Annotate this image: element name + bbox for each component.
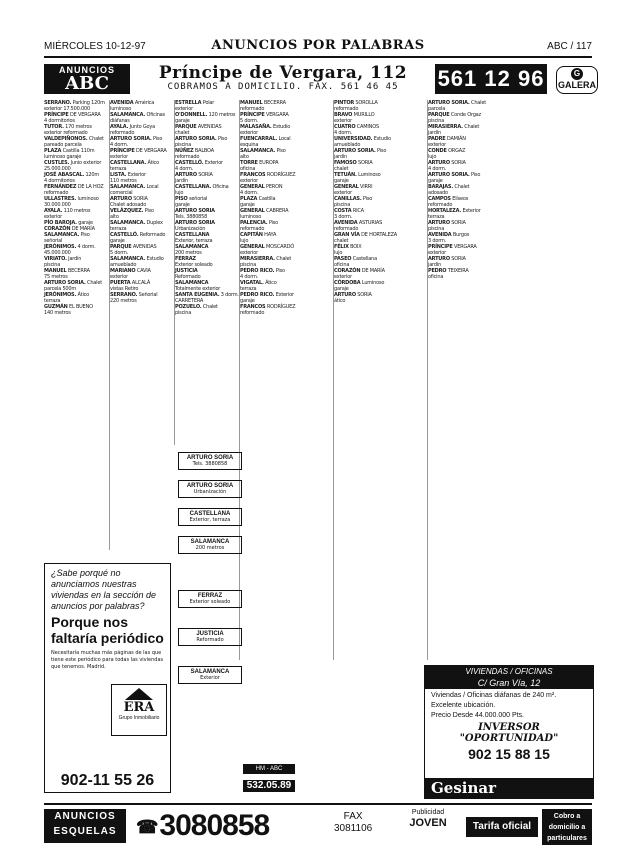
side-ad: ARTURO SORIA Tels. 3880858 [178, 452, 242, 470]
classified-line: piscina [240, 262, 257, 268]
classified-line: VIRIATO. Jardín [44, 256, 82, 262]
classified-line: AVENIDA América [110, 100, 155, 106]
classified-line: UNIVERSIDAD. Estudio [334, 136, 391, 142]
side-ad: ARTURO SORIA Urbanización [178, 480, 242, 498]
classified-line: MANUEL BECERRA [240, 100, 286, 106]
era-phone: 902-11 55 26 [60, 772, 155, 789]
banner-ad-name: Príncipe de Vergara, 112 [158, 63, 408, 83]
classified-line: VELÁZQUEZ. Piso [110, 208, 154, 214]
classified-line: exterior [240, 130, 258, 136]
classified-line: PARQUE Conde Orgaz [428, 112, 481, 118]
page-footer [44, 803, 592, 845]
classified-line: JOSÉ ABASCAL. 120m [44, 172, 100, 178]
classified-line: PLAZA Castilla [240, 196, 276, 202]
classified-line: VALDEPIÑONOS. Chalet [44, 136, 104, 142]
classified-line: Tels. 3880858 [175, 214, 208, 220]
classified-line: BRAVO MURILLO [334, 112, 375, 118]
side-ad: CASTELLANA Exterior, terraza [178, 508, 242, 526]
page-date: MIÉRCOLES 10-12-97 [44, 41, 146, 52]
classified-line: garaje [175, 202, 190, 208]
top-banner [44, 63, 596, 94]
classified-line: JERÓNIMOS. Ático [44, 292, 90, 298]
classified-line: exterior 17.500.000 [44, 106, 90, 112]
classified-line: PRÍNCIPE VERGARA [428, 244, 477, 250]
classified-line: 3 dorm. [334, 214, 353, 220]
classified-line: FRANCOS RODRÍGUEZ [240, 172, 296, 178]
classified-line: FAMOSO SORIA [334, 160, 373, 166]
classified-line: alto [240, 154, 249, 160]
classified-line: exterior [110, 154, 128, 160]
classified-line: 5 dorm. [110, 250, 129, 256]
classified-line: luminoso garaje [44, 154, 82, 160]
classified-line: SALAMANCA [175, 244, 209, 250]
classified-line: 4 dorm. [428, 166, 447, 172]
classified-line: GENERAL VIRRI [334, 184, 373, 190]
classified-line: GRAN VÍA DE HORTALEZA [334, 232, 398, 238]
classified-line: jardín [428, 262, 441, 268]
classified-line: CASTELLÓ. Exterior [175, 160, 223, 166]
classified-line: 4 dormitorios [44, 178, 75, 184]
classified-line: garaje [334, 178, 349, 184]
classified-line: COSTA RICA [334, 208, 364, 214]
classified-line: AYALA. Junto Goya [110, 124, 156, 130]
classified-line: ARTURO SORIA [428, 220, 466, 226]
classified-line: PARQUE AVENIDAS [175, 124, 222, 130]
classified-line: 4 dorm. [240, 190, 259, 196]
classified-line: CAPITÁN HAYA [240, 232, 277, 238]
classified-line: CORAZÓN DE MARÍA [44, 226, 95, 232]
classified-line: chalet [334, 166, 349, 172]
classified-column [109, 100, 172, 550]
classified-line: reformado [428, 202, 453, 208]
classified-line: chalet [175, 130, 190, 136]
classified-line: VIGATAL. Ático [240, 280, 277, 286]
classified-line: PINTOR SOROLLA [334, 100, 378, 106]
classified-line: parcela 500m [44, 286, 77, 292]
classified-line: piscina [175, 142, 192, 148]
classified-line: CASTELLANA. Ático [110, 160, 159, 166]
classified-line: exterior reformado [44, 130, 88, 136]
classified-line: esquina [240, 142, 259, 148]
gesinar-header: VIVIENDAS / OFICINAS [425, 666, 593, 677]
classified-line: garaje [334, 286, 349, 292]
classified-line: reformado [240, 310, 265, 316]
classified-line: O'DONNELL. 120 metros [175, 112, 236, 118]
classified-line: reformado [240, 106, 265, 112]
classified-line: SALAMANCA. Local [110, 184, 159, 190]
classified-line: JUSTICIA [175, 268, 198, 274]
gesinar-ad [424, 665, 594, 799]
classified-line: luminoso [240, 214, 262, 220]
gesinar-item: Viviendas / Oficinas diáfanas de 240 m². [431, 692, 557, 699]
galera-logo: G GALERA [556, 66, 598, 94]
classified-line: SERRANO. Parking 120m [44, 100, 105, 106]
classified-line: exterior [240, 178, 258, 184]
classified-line: PEDRO RICO. Exterior [240, 292, 294, 298]
classified-line: PISO señorial [175, 196, 208, 202]
hm-label: HM - ABC [243, 764, 295, 774]
classified-line: reformado [334, 226, 359, 232]
classified-line: ARTURO SORIA. Piso [110, 136, 163, 142]
classified-line: terraza [428, 214, 445, 220]
classified-line: lujo [175, 190, 184, 196]
classified-line: CASTELLÓ. Reformado [110, 232, 166, 238]
classified-line: GUZMÁN EL BUENO [44, 304, 93, 310]
classified-line: ARTURO SORIA. Chalet [428, 100, 486, 106]
classified-line: exterior [110, 274, 128, 280]
classified-line: CARRETERA [175, 298, 204, 304]
classified-line: AVENIDA ASTURIAS [334, 220, 383, 226]
classified-line: jardín [175, 178, 188, 184]
price-tag: 532.05.89 [243, 780, 295, 792]
classified-line: MIRASIERRA. Chalet [428, 124, 480, 130]
gesinar-item: Precio Desde 44.000.000 Pts. [431, 712, 525, 719]
gesinar-brand: Gesinar [425, 778, 593, 798]
classified-line: FERRAZ [175, 256, 196, 262]
classified-line: ARTURO SORIA [428, 256, 466, 262]
classified-line: reformado [175, 154, 200, 160]
classified-column [427, 100, 516, 660]
classified-line: lujo [334, 250, 343, 256]
classified-line: ARTURO SORIA [175, 172, 213, 178]
classified-line: reformado [110, 130, 135, 136]
classified-line: 4 dorm. [334, 130, 353, 136]
classified-line: exterior [240, 250, 258, 256]
classified-line: piscina [334, 202, 351, 208]
classified-line: exterior [44, 214, 62, 220]
classified-line: terraza [240, 286, 257, 292]
classified-line: SALAMANCA. Piso [240, 148, 286, 154]
cobro-domicilio: Cobro a domicilio a particulares [542, 809, 592, 845]
classified-column [333, 100, 422, 660]
classified-line: exterior [334, 274, 352, 280]
classified-line: CASTELLANA. Oficina [175, 184, 229, 190]
classified-line: Reformado [175, 274, 201, 280]
classified-line: PASEO Castellana [334, 256, 378, 262]
classified-line: CAMPOS Elíseos [428, 196, 469, 202]
era-logo: ERA Grupo Inmobiliario [111, 684, 167, 736]
classified-line: FÉLIX BOIX [334, 244, 362, 250]
classified-line: piscina [175, 310, 192, 316]
classified-line: reformado [334, 106, 359, 112]
classified-line: ARTURO SORIA. Piso [175, 136, 228, 142]
classified-line: garaje [110, 238, 125, 244]
classified-line: CASTELLANA [175, 232, 210, 238]
classified-line: BARAJAS. Chalet [428, 184, 470, 190]
section-title: ANUNCIOS POR PALABRAS [211, 38, 425, 53]
classified-line: SALAMANCA. Oficinas [110, 112, 165, 118]
era-question: ¿Sabe porqué no anunciamos nuestras viviendas en la sección de anuncios por palabras? [51, 568, 157, 611]
classified-line: 75 metros [44, 274, 68, 280]
classified-line: jardín [334, 154, 347, 160]
classified-line: 25.000.000 [44, 166, 71, 172]
banner-ad [136, 64, 430, 92]
classified-line: PEDRO TEIXEIRA [428, 268, 469, 274]
side-ad: SALAMANCA Exterior [178, 666, 242, 684]
classified-line: vistas Retiro [110, 286, 139, 292]
publicidad-joven: Publicidad JOVEN [409, 809, 447, 829]
classified-line: PÍO BAROJA. garaje [44, 220, 93, 226]
classified-line: SALAMANCA [175, 280, 209, 286]
classified-line: LISTA. Exterior [110, 172, 146, 178]
classified-line: JERÓNIMOS. 4 dorm. [44, 244, 96, 250]
era-ad [44, 563, 171, 793]
page-header [44, 38, 592, 58]
side-ad: JUSTICIA Reformado [178, 628, 242, 646]
classified-line: lujo [428, 154, 437, 160]
classified-line: TUTOR. 170 metros [44, 124, 92, 130]
classified-line: 4 dorm. [240, 274, 259, 280]
classified-line: ESTRELLA Polar [175, 100, 215, 106]
gesinar-oportunidad: "OPORTUNIDAD" [459, 733, 559, 744]
classified-column [239, 100, 302, 660]
classified-line: MIRASIERRA. Chalet [240, 256, 292, 262]
classified-line: CUATRO CAMINOS [334, 124, 379, 130]
classified-line: exterior [334, 190, 352, 196]
classified-line: 30.000.000 [44, 202, 71, 208]
classified-line: PEDRO RICO. Piso [240, 268, 285, 274]
tarifa-oficial: Tarifa oficial [466, 817, 538, 837]
classified-line: CONDE ORGAZ [428, 148, 466, 154]
side-ad: SALAMANCA 200 metros [178, 536, 242, 554]
classified-line: exterior [175, 106, 193, 112]
classified-line: lujo [240, 238, 249, 244]
classified-line: PALENCIA. Piso [240, 220, 279, 226]
gesinar-phone: 902 15 88 15 [468, 746, 550, 762]
classified-line: reformado [44, 190, 69, 196]
classified-line: parcela [428, 106, 446, 112]
gesinar-item: Excelente ubicación. [431, 702, 496, 709]
classified-line: CUSTLES. Junio exterior [44, 160, 102, 166]
classified-line: MALASAÑA. Estudio [240, 124, 291, 130]
classified-line: alto [110, 214, 119, 220]
classified-line: amueblado [110, 262, 137, 268]
classified-line: PRÍNCIPE VERGARA [240, 112, 289, 118]
abc-logo: ANUNCIOS ABC [44, 64, 130, 94]
classified-line: 4 dormitorios [44, 118, 75, 124]
classified-line: FUENCARRAL. Local [240, 136, 291, 142]
footer-fax: FAX 3081106 [334, 811, 373, 834]
banner-phone: 561 12 96 [435, 64, 547, 94]
classified-line: SALAMANCA. Piso [44, 232, 90, 238]
classified-line: HORTALEZA. Exterior [428, 208, 481, 214]
classified-line: CANILLAS. Piso [334, 196, 373, 202]
classified-line: exterior [428, 250, 446, 256]
anuncios-esquelas: ANUNCIOS ESQUELAS [44, 809, 126, 843]
classified-line: Exterior soleado [175, 262, 213, 268]
classified-line: amueblado [334, 142, 361, 148]
classified-line: Chalet adosado [110, 202, 147, 208]
classified-line: 140 metros [44, 310, 71, 316]
classified-line: GENERAL MOSCARDÓ [240, 244, 295, 250]
classified-line: terraza [110, 226, 127, 232]
classified-line: NÚÑEZ BALBOA [175, 148, 214, 154]
classified-line: oficina [428, 274, 444, 280]
classified-line: MANUEL BECERRA [44, 268, 90, 274]
footer-phone: ☎3080858 [136, 809, 270, 842]
phone-icon: ☎ [136, 816, 158, 837]
gesinar-inversor: INVERSOR [478, 722, 540, 733]
classified-line: 110 metros [110, 178, 137, 184]
classified-line: PRÍNCIPE DE VERGARA [44, 112, 101, 118]
banner-ad-sub: COBRAMOS A DOMICILIO. FAX. 561 46 45 [167, 82, 399, 92]
classified-line: ático [334, 298, 346, 304]
era-text: Necesitaría muchas más páginas de las que tiene este periódico para todas las viviendas que tenemos. Madrid. [51, 650, 164, 670]
classified-line: ARTURO SORIA. Piso [334, 148, 387, 154]
classified-column [174, 100, 237, 445]
classified-line: exterior [334, 118, 352, 124]
classified-line: pareado parcela [44, 142, 82, 148]
classified-line: PUERTA ALCALÁ [110, 280, 151, 286]
classified-line: SALAMANCA. Duplex [110, 220, 163, 226]
classified-line: luminoso [110, 106, 132, 112]
page-number: ABC / 117 [547, 41, 592, 52]
classified-line: ARTURO SORIA [110, 196, 148, 202]
classified-line: ARTURO SORIA [334, 292, 372, 298]
classified-line: señorial [44, 238, 63, 244]
classified-line: reformado [240, 226, 265, 232]
classified-line: GENERAL PERON [240, 184, 283, 190]
side-ad: FERRAZ Exterior soleado [178, 590, 242, 608]
classified-line: comercial [110, 190, 133, 196]
classified-line: 3 dorm. [428, 238, 447, 244]
classified-line: terraza [44, 298, 61, 304]
classified-line: 5 dorm. [240, 118, 259, 124]
classified-line: ARTURO SORIA [175, 208, 215, 214]
galera-icon: G [571, 68, 583, 80]
classified-line: PLAZA Castilla 110m [44, 148, 95, 154]
classified-line: ARTURO SORIA [428, 160, 466, 166]
classified-line: PRÍNCIPE DE VERGARA [110, 148, 167, 154]
gesinar-address: C/ Gran Vía, 12 [425, 677, 593, 689]
classified-line: 4 dorm. [175, 166, 194, 172]
classified-line: CORAZÓN DE MARÍA [334, 268, 385, 274]
classified-line: exterior [428, 142, 446, 148]
classified-line: garaje [240, 298, 255, 304]
classified-line: FERNÁNDEZ DE LA HOZ [44, 184, 104, 190]
era-headline: Porque nos faltaría periódico [51, 614, 164, 646]
classified-line: TETUÁN. Luminoso [334, 172, 381, 178]
classified-column [44, 100, 106, 550]
classified-line: ARTURO SORIA [175, 220, 215, 226]
classified-line: garaje [240, 202, 255, 208]
classified-line: terraza [110, 166, 127, 172]
classified-line: AYALA. 110 metros [44, 208, 91, 214]
classified-line: ULLASTRES. luminoso [44, 196, 99, 202]
house-icon [125, 688, 153, 700]
classified-line: garaje [428, 178, 443, 184]
classified-line: Totalmente exterior [175, 286, 221, 292]
classified-line: MARIANO CAVIA [110, 268, 151, 274]
classified-line: piscina [44, 262, 61, 268]
classified-line: PARQUE AVENIDAS [110, 244, 157, 250]
classified-line: Urbanización [175, 226, 206, 232]
classified-line: ARTURO SORIA. Piso [428, 172, 481, 178]
classified-line: 220 metros [110, 298, 137, 304]
classified-line: 200 metros [175, 250, 202, 256]
classified-line: CÓRDOBA Luminoso [334, 280, 385, 286]
classified-line: Exterior, terraza [175, 238, 213, 244]
classified-line: piscina [428, 226, 445, 232]
classified-line: adosado [428, 190, 448, 196]
classified-line: TORRE EUROPA [240, 160, 279, 166]
classified-line: POZUELO. Chalet [175, 304, 218, 310]
classified-line: 4 dorm. [110, 142, 129, 148]
classified-line: piscina [428, 118, 445, 124]
classified-line: chalet [334, 238, 349, 244]
classified-line: ARTURO SORIA. Chalet [44, 280, 102, 286]
classified-line: AVENIDA Burgos [428, 232, 470, 238]
classified-line: PADRE DAMIÁN [428, 136, 466, 142]
classified-line: GENERAL CABRERA [240, 208, 289, 214]
classified-line: oficina [240, 166, 256, 172]
classified-line: SANTA EUGENIA. 3 dorm. [175, 292, 239, 298]
classified-line: garaje [175, 118, 190, 124]
classified-line: 45.000.000 [44, 250, 71, 256]
classified-line: SERRANO. Señorial [110, 292, 158, 298]
classified-line: oficina [334, 262, 350, 268]
classified-line: jardín [428, 130, 441, 136]
classified-line: SALAMANCA. Estudio [110, 256, 164, 262]
classified-line: diáfanas [110, 118, 130, 124]
classified-line: FRANCOS RODRÍGUEZ [240, 304, 296, 310]
